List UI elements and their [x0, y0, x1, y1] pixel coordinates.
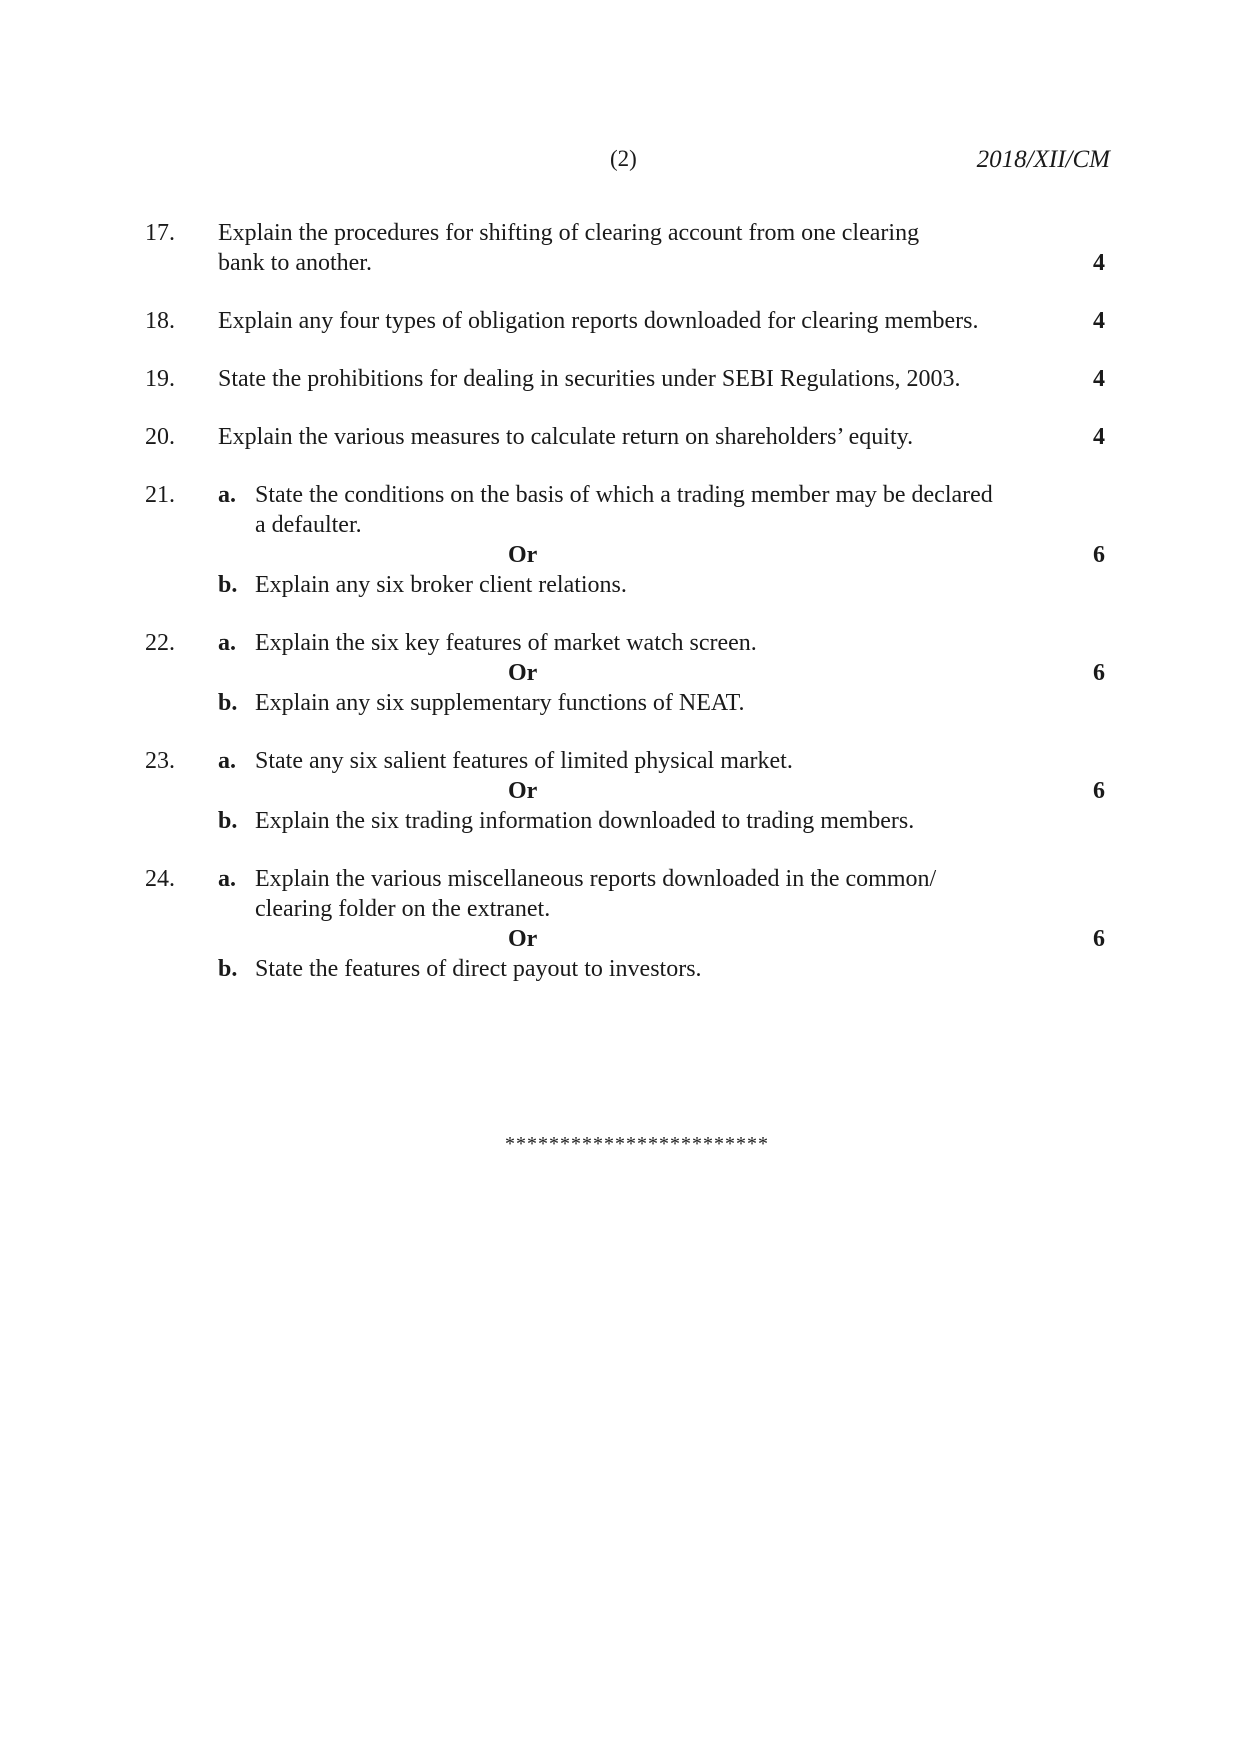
paper-code: 2018/XII/CM: [976, 146, 1110, 173]
option-label: a.: [218, 630, 236, 656]
question-21: [145, 480, 1105, 600]
option-text: Explain the six key features of market watch screen.: [255, 630, 757, 656]
question-marks: 4: [1093, 366, 1105, 392]
option-text: Explain the six trading information downloaded to trading members.: [255, 808, 915, 834]
question-marks: 6: [1093, 660, 1105, 686]
question-options: [218, 864, 1105, 984]
option-b: [218, 954, 1105, 984]
or-separator: Or: [508, 542, 538, 568]
option-a: [218, 864, 1105, 924]
question-17: [145, 218, 1105, 278]
question-marks: 6: [1093, 926, 1105, 952]
option-text-line: Explain the various miscellaneous reports downloaded in the common/: [255, 866, 937, 892]
question-list: [145, 218, 1105, 1012]
question-number: 22.: [145, 630, 175, 656]
question-marks: 6: [1093, 778, 1105, 804]
question-marks: 6: [1093, 542, 1105, 568]
question-marks: 4: [1093, 424, 1105, 450]
question-options: [218, 746, 1105, 836]
question-text: State the prohibitions for dealing in securities under SEBI Regulations, 2003.: [218, 366, 961, 392]
or-separator: Or: [508, 778, 538, 804]
option-a: [218, 746, 1105, 776]
question-number: 21.: [145, 482, 175, 508]
option-label: a.: [218, 866, 236, 892]
question-marks: 4: [1093, 250, 1105, 276]
question-options: [218, 628, 1105, 718]
option-label: a.: [218, 748, 236, 774]
question-20: [145, 422, 1105, 452]
option-text-line: clearing folder on the extranet.: [255, 896, 551, 922]
option-b: [218, 806, 1105, 836]
option-text: State the features of direct payout to investors.: [255, 956, 702, 982]
question-options: [218, 480, 1105, 600]
question-24: [145, 864, 1105, 984]
option-label: a.: [218, 482, 236, 508]
end-divider: ************************: [505, 1133, 769, 1155]
question-number: 24.: [145, 866, 175, 892]
question-text: Explain any four types of obligation reports downloaded for clearing members.: [218, 308, 979, 334]
question-number: 17.: [145, 220, 175, 246]
option-label: b.: [218, 808, 238, 834]
option-a: [218, 480, 1105, 540]
option-a: [218, 628, 1105, 658]
question-22: [145, 628, 1105, 718]
or-separator: Or: [508, 660, 538, 686]
option-text-line: State the conditions on the basis of which a trading member may be declared: [255, 482, 993, 508]
question-marks: 4: [1093, 308, 1105, 334]
question-text-line: bank to another.: [218, 250, 372, 276]
option-text: Explain any six broker client relations.: [255, 572, 627, 598]
question-23: [145, 746, 1105, 836]
or-separator: Or: [508, 926, 538, 952]
question-number: 18.: [145, 308, 175, 334]
option-b: [218, 688, 1105, 718]
option-label: b.: [218, 572, 238, 598]
option-text-line: a defaulter.: [255, 512, 362, 538]
question-number: 20.: [145, 424, 175, 450]
question-19: [145, 364, 1105, 394]
option-b: [218, 570, 1105, 600]
page-number: (2): [610, 146, 637, 171]
question-number: 23.: [145, 748, 175, 774]
option-label: b.: [218, 956, 238, 982]
question-text: Explain the various measures to calculate return on shareholders’ equity.: [218, 424, 914, 450]
question-text-line: Explain the procedures for shifting of clearing account from one clearing: [218, 220, 920, 246]
option-text: Explain any six supplementary functions of NEAT.: [255, 690, 745, 716]
option-text: State any six salient features of limited physical market.: [255, 748, 793, 774]
option-label: b.: [218, 690, 238, 716]
question-18: [145, 306, 1105, 336]
question-text: [218, 218, 1028, 278]
question-number: 19.: [145, 366, 175, 392]
